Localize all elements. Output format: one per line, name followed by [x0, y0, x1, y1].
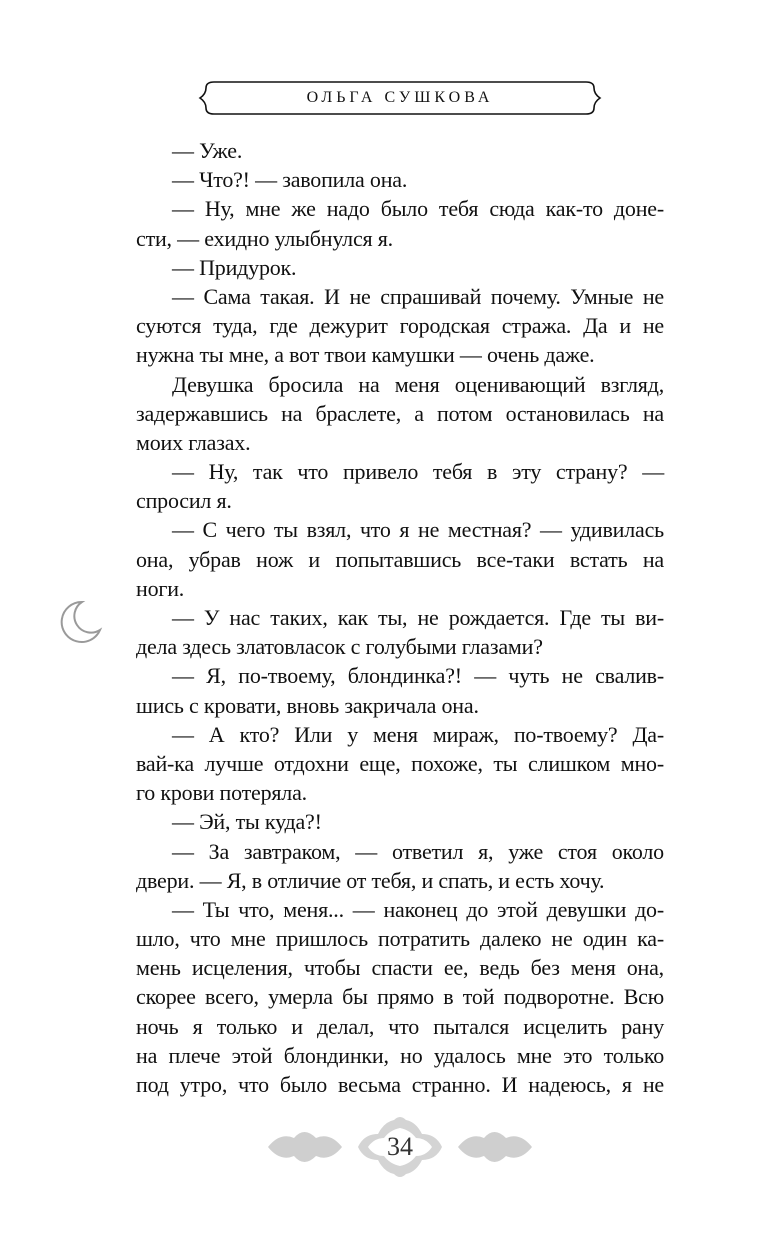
text-line: ночь я только и делал, что пытался исцелить рану [136, 1013, 664, 1039]
text-line: шись с кровати, вновь закричала она. [136, 692, 479, 718]
text-line: — Что?! — завопила она. [172, 167, 408, 193]
text-line: она, убрав нож и попытавшись все-таки встать на [136, 546, 664, 572]
text-line: — За завтраком, — ответил я, уже стоя около [172, 838, 664, 864]
page-footer [260, 1112, 540, 1182]
text-line: на плече этой блондинки, но удалось мне это только [136, 1042, 664, 1068]
text-line: под утро, что было весьма странно. И надеюсь, я не [136, 1072, 664, 1097]
text-line: шло, что мне пришлось потратить далеко не один ка- [136, 926, 664, 952]
text-line: задержавшись на браслете, а потом остановилась на [136, 400, 664, 426]
running-header [196, 76, 604, 120]
text-line: нужна ты мне, а вот твои камушки — очень даже. [136, 342, 595, 368]
text-line: — Уже. [172, 138, 243, 163]
text-line: двери. — Я, в отличие от тебя, и спать, и есть хочу. [136, 867, 605, 893]
page-number: 34 [387, 1132, 413, 1161]
body-text [136, 136, 664, 1099]
text-line: дела здесь златовласок с голубыми глазами? [136, 634, 543, 660]
running-title: ОЛЬГА СУШКОВА [306, 89, 494, 106]
crescent-moon-icon [60, 598, 104, 646]
text-line: — А кто? Или у меня мираж, по-твоему? Да- [172, 721, 664, 747]
text-line: ноги. [136, 575, 185, 601]
text-line: вай-ка лучше отдохни еще, похоже, ты слишком мно- [136, 750, 664, 776]
text-line: спросил я. [136, 488, 232, 514]
text-line: скорее всего, умерла бы прямо в той подворотне. Всю [136, 984, 664, 1010]
text-line: — Ну, так что привело тебя в эту страну? — [172, 459, 664, 485]
text-line: суются туда, где дежурит городская стража. Да и не [136, 313, 664, 339]
text-line: — Эй, ты куда?! [172, 809, 322, 835]
text-line: — С чего ты взял, что я не местная? — удивилась [172, 517, 664, 543]
text-line: сти, — ехидно улыбнулся я. [136, 225, 393, 251]
text-line: — У нас таких, как ты, не рождается. Где ты ви- [172, 605, 664, 630]
text-line: — Я, по-твоему, блондинка?! — чуть не свалив- [172, 663, 664, 689]
text-line: — Ты что, меня... — наконец до этой девушки до- [172, 896, 664, 922]
text-line: Девушка бросила на меня оценивающий взгляд, [172, 371, 664, 397]
text-line: — Ну, мне же надо было тебя сюда как-то доне- [172, 196, 664, 222]
text-line: мень исцеления, чтобы спасти ее, ведь без меня она, [136, 955, 664, 981]
text-line: — Придурок. [172, 254, 297, 280]
text-line: моих глазах. [136, 429, 251, 455]
text-line: го крови потеряла. [136, 780, 307, 806]
text-line: — Сама такая. И не спрашивай почему. Умные не [172, 283, 664, 309]
